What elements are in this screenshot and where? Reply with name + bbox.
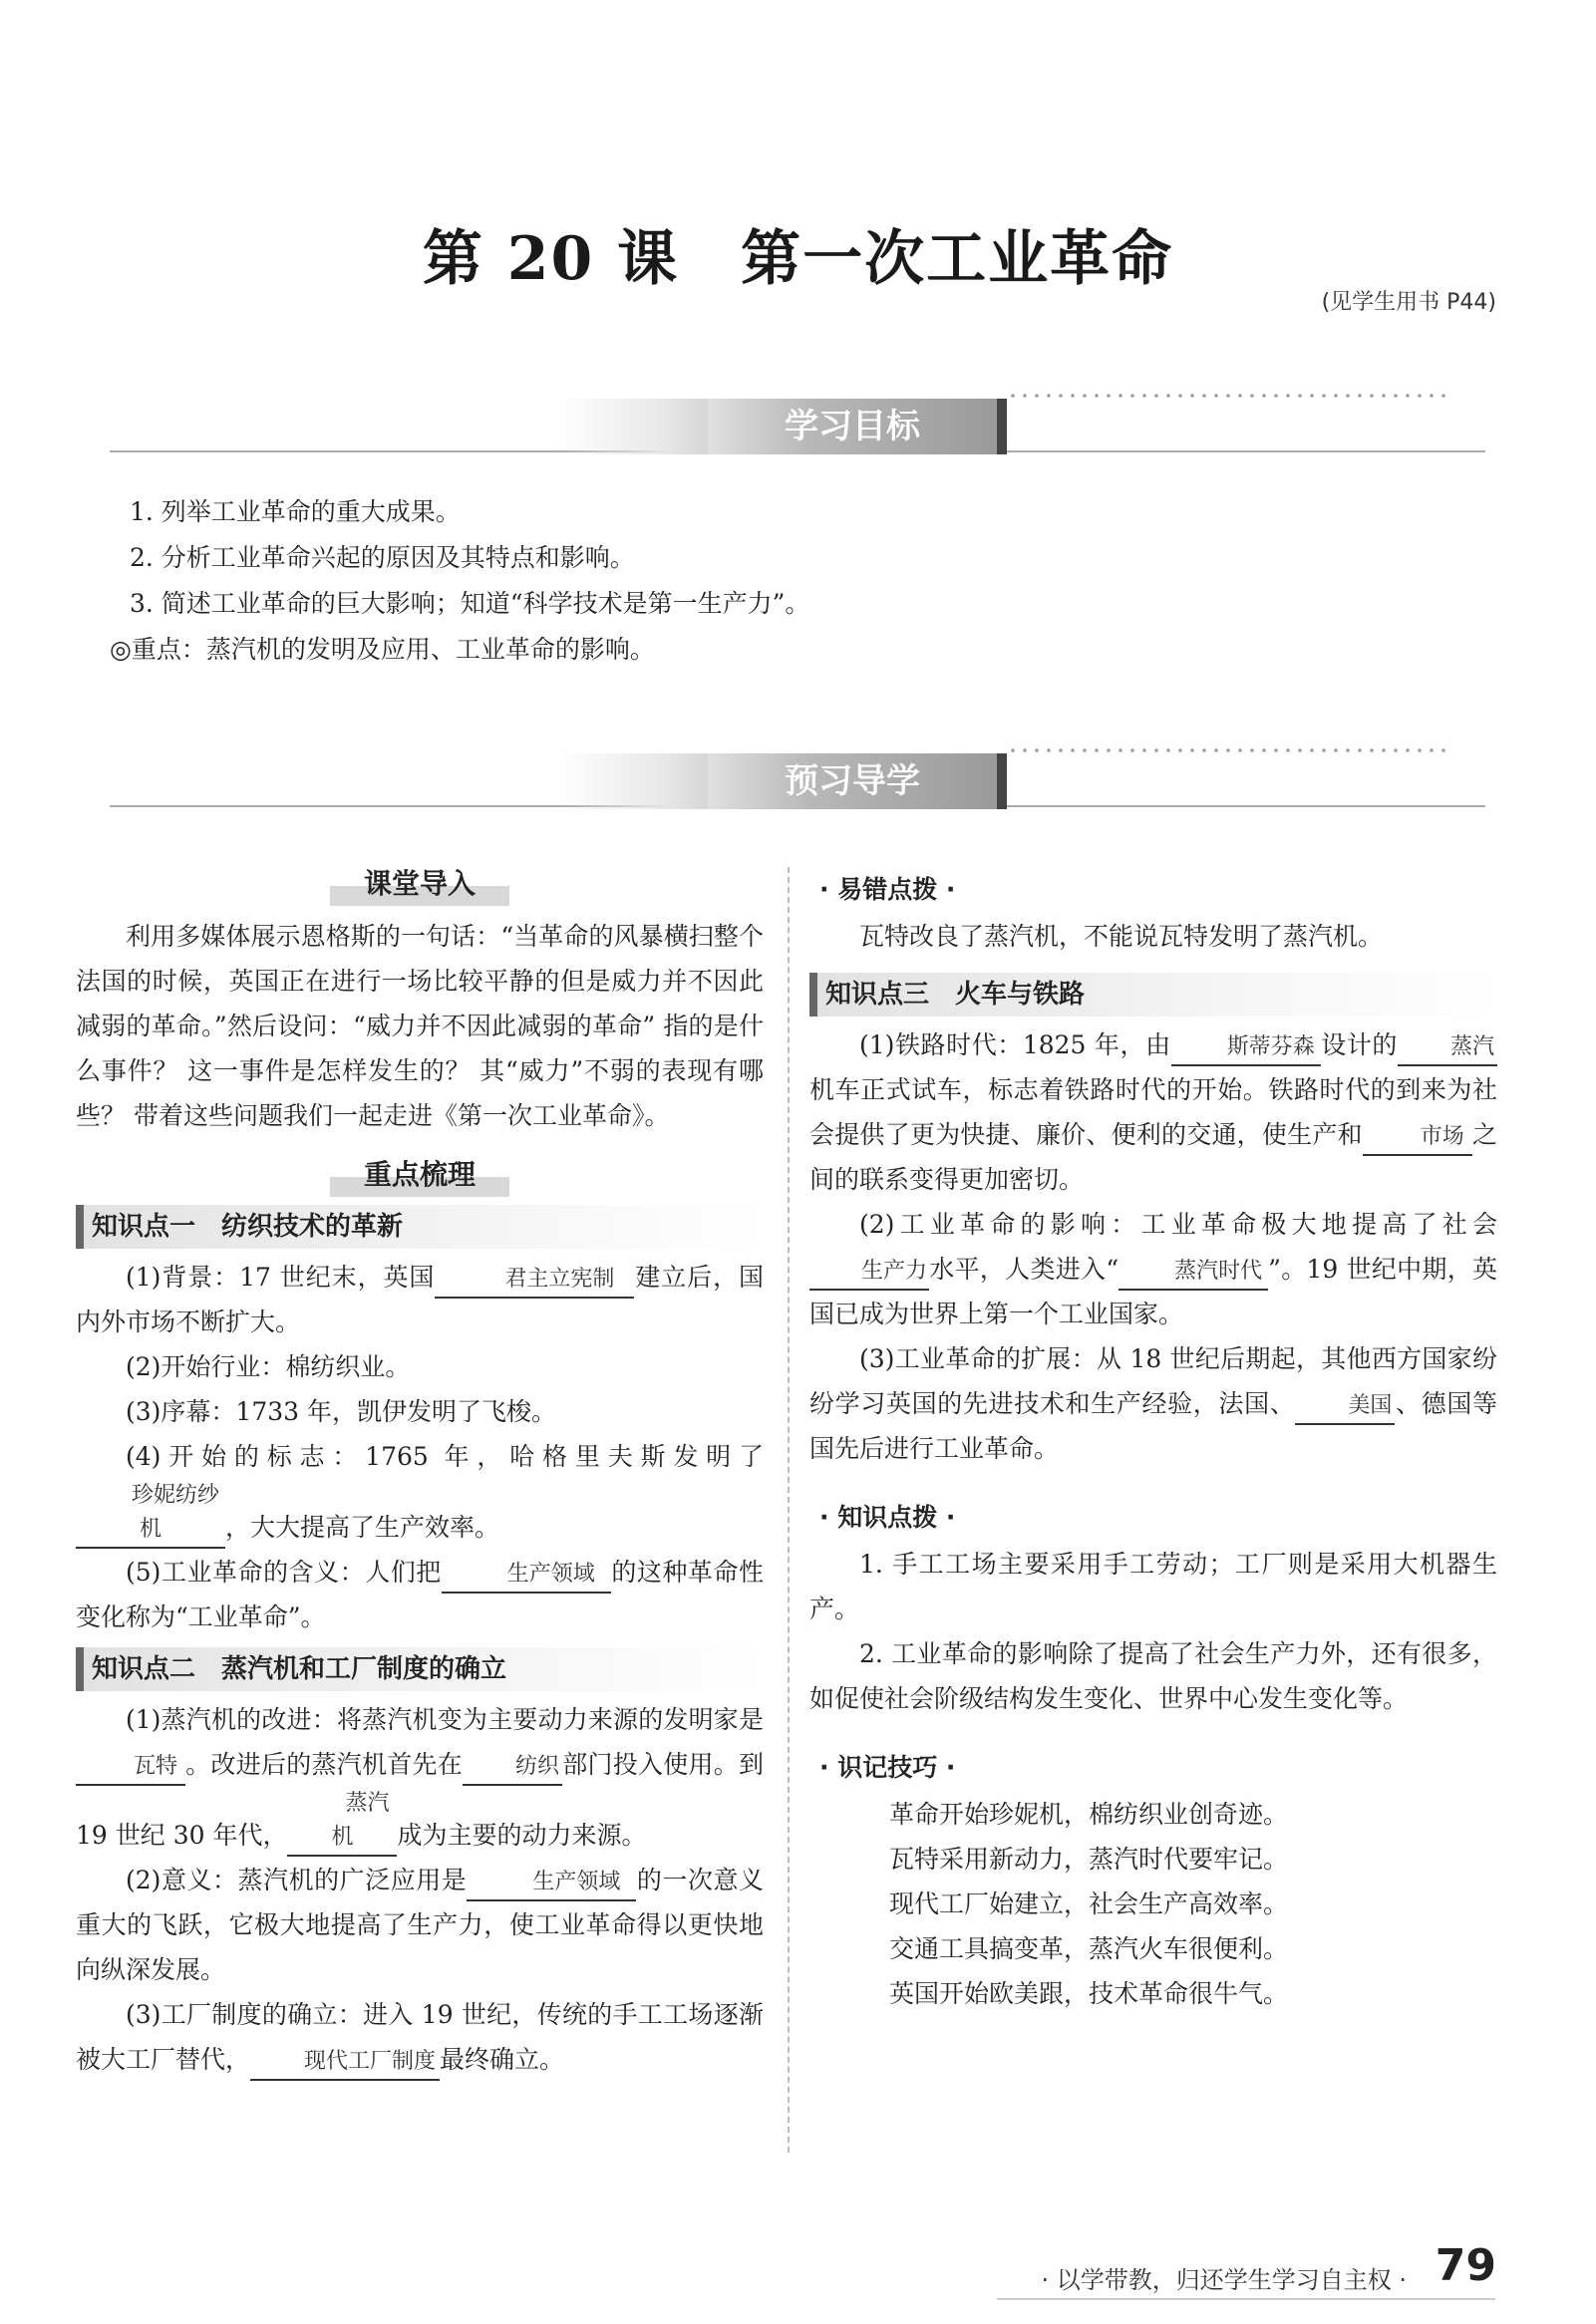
- tip-knowledge-heading: · 知识点拨 ·: [819, 1503, 956, 1532]
- answer-blank: 斯蒂芬森: [1171, 1030, 1321, 1066]
- objective-item: 1. 列举工业革命的重大成果。: [130, 497, 461, 526]
- answer-blank: 蒸汽机: [287, 1787, 397, 1857]
- banner-dots-preview: [1007, 747, 1445, 753]
- answer-blank: 美国: [1295, 1389, 1395, 1425]
- kp1-item: (4)开始的标志：1765 年，哈格里夫斯发明了珍妮纺纱机 ，大大提高了生产效率。: [76, 1434, 764, 1550]
- poem-line: 现代工厂始建立，社会生产高效率。: [889, 1889, 1289, 1918]
- footer-rule: [997, 2298, 1495, 2300]
- right-column: [809, 867, 1497, 2016]
- kp2-heading: 知识点二 蒸汽机和工厂制度的确立: [76, 1647, 764, 1691]
- objective-key-point: ◎重点：蒸汽机的发明及应用、工业革命的影响。: [110, 635, 655, 664]
- answer-blank: 市场: [1363, 1120, 1472, 1156]
- objective-item: 3. 简述工业革命的巨大影响；知道“科学技术是第一生产力”。: [130, 589, 810, 618]
- answer-blank: 现代工厂制度: [250, 2045, 440, 2081]
- intro-text: 利用多媒体展示恩格斯的一句话：“当革命的风暴横扫整个法国的时候，英国正在进行一场比较平静的但是威力并不因此减弱的革命。”然后设问：“威力并不因此减弱的革命” 指的是什么事件？ 这一事件是怎样发生的？ 其“威力”不弱的表现有哪些？ 带着这些问题我们一起走进《第一次工业革命》。: [76, 922, 764, 1130]
- tip-error-heading: · 易错点拨 ·: [819, 875, 956, 904]
- kp2-item: (1)蒸汽机的改进：将蒸汽机变为主要动力来源的发明家是瓦特 。改进后的蒸汽机首先在 纺织 部门投入使用。到 19 世纪 30 年代，蒸汽机 成为主要的动力来源。: [76, 1697, 764, 1858]
- tip-error-text: 瓦特改良了蒸汽机，不能说瓦特发明了蒸汽机。: [859, 922, 1384, 951]
- kp2-item: (3)工厂制度的确立：进入 19 世纪，传统的手工工场逐渐被大工厂替代， 现代工厂制度 最终确立。: [76, 1992, 764, 2082]
- answer-blank: 君主立宪制: [435, 1263, 634, 1299]
- kp1-item: (1)背景：17 世纪末，英国 君主立宪制 建立后，国内外市场不断扩大。: [76, 1263, 764, 1336]
- answer-blank: 纺织: [463, 1750, 562, 1786]
- banner-objectives: 学习目标: [708, 399, 1007, 454]
- page-title: 第 20 课 第一次工业革命: [422, 224, 1174, 294]
- review-heading: 重点梳理: [76, 1152, 764, 1197]
- tip-memory-heading: · 识记技巧 ·: [819, 1753, 956, 1782]
- left-column: [76, 853, 764, 2082]
- kp3-item: (3)工业革命的扩展：从 18 世纪后期起，其他西方国家纷纷学习英国的先进技术和生产经验，法国、 美国 、德国等国先后进行工业革命。: [809, 1344, 1497, 1463]
- kp3-item: (1)铁路时代：1825 年，由 斯蒂芬森 设计的 蒸汽机车正式试车，标志着铁路时代的开始。铁路时代的到来为社会提供了更为快捷、廉价、便利的交通，使生产和 市场 之间的联系变得更加密切。: [809, 1030, 1497, 1194]
- answer-blank: 珍妮纺纱机: [76, 1479, 225, 1549]
- objective-item: 2. 分析工业革命兴起的原因及其特点和影响。: [130, 543, 635, 572]
- kp1-item: (2)开始行业：棉纺织业。: [126, 1352, 411, 1381]
- answer-blank: 蒸汽时代: [1118, 1255, 1268, 1291]
- banner-fade-preview: [558, 753, 718, 809]
- answer-blank: 生产领域: [467, 1866, 636, 1901]
- poem-line: 交通工具搞变革，蒸汽火车很便利。: [889, 1934, 1289, 1963]
- kp1-item: (5)工业革命的含义：人们把 生产领域 的这种革命性变化称为“工业革命”。: [76, 1558, 764, 1631]
- banner-preview: 预习导学: [708, 753, 1007, 809]
- kp1-item: (3)序幕：1733 年，凯伊发明了飞梭。: [126, 1397, 556, 1426]
- footer-slogan: · 以学带教，归还学生学习自主权 ·: [1041, 2266, 1407, 2294]
- answer-blank: 蒸汽: [1398, 1030, 1497, 1066]
- tip-knowledge-item: 2. 工业革命的影响除了提高了社会生产力外，还有很多，如促使社会阶级结构发生变化、世界中心发生变化等。: [809, 1639, 1497, 1713]
- poem-line: 瓦特采用新动力，蒸汽时代要牢记。: [889, 1845, 1289, 1874]
- answer-blank: 生产领域: [442, 1558, 611, 1594]
- reference-note: (见学生用书 P44): [1321, 290, 1496, 315]
- tip-knowledge-item: 1. 手工工场主要采用手工劳动；工厂则是采用大机器生产。: [809, 1550, 1497, 1623]
- banner-fade-objectives: [558, 399, 718, 454]
- intro-heading: 课堂导入: [76, 861, 764, 906]
- poem-line: 英国开始欧美跟，技术革命很牛气。: [889, 1979, 1289, 2008]
- page-number: 79: [1435, 2240, 1496, 2291]
- answer-blank: 瓦特: [76, 1750, 185, 1786]
- column-divider: [788, 867, 790, 2153]
- kp3-item: (2)工业革命的影响：工业革命极大地提高了社会生产力水平，人类进入“ 蒸汽时代 ”。19 世纪中期，英国已成为世界上第一个工业国家。: [809, 1210, 1497, 1328]
- answer-blank: 生产力: [809, 1255, 929, 1291]
- kp2-item: (2)意义：蒸汽机的广泛应用是 生产领域 的一次意义重大的飞跃，它极大地提高了生产力，使工业革命得以更快地向纵深发展。: [76, 1866, 764, 1984]
- poem-line: 革命开始珍妮机，棉纺织业创奇迹。: [889, 1800, 1289, 1829]
- kp3-heading: 知识点三 火车与铁路: [809, 973, 1497, 1017]
- banner-dots-objectives: [1007, 393, 1445, 399]
- kp1-heading: 知识点一 纺织技术的革新: [76, 1205, 764, 1249]
